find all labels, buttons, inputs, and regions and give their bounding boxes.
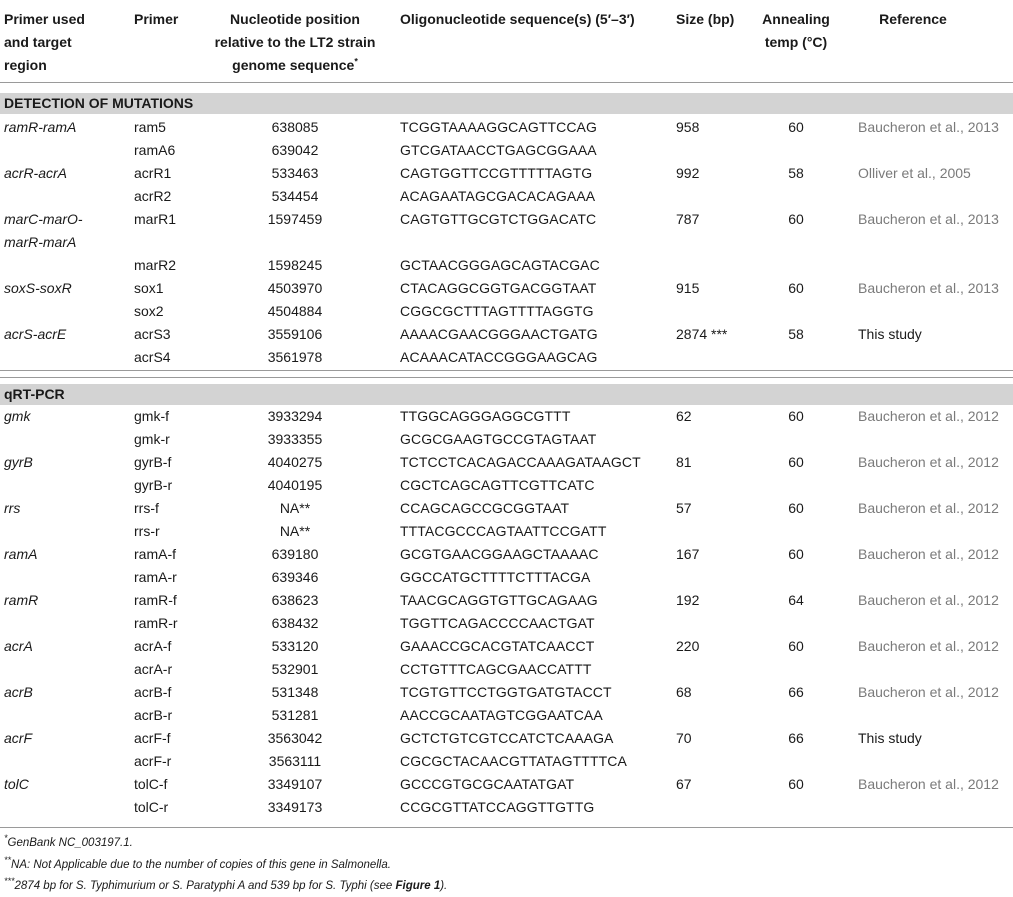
header-annealing-line1: Annealing [762, 11, 830, 27]
cell-seq: GCTCTGTCGTCCATCTCAAAGA [400, 730, 614, 746]
cell-size: 2874 *** [676, 326, 728, 342]
cell-pos: 639346 [271, 569, 319, 585]
cell-primer: ramR-r [134, 615, 178, 631]
cell-ref: Baucheron et al., 2012 [858, 500, 999, 516]
cell-temp: 60 [788, 638, 804, 654]
cell-seq: TTTACGCCCAGTAATTCCGATT [400, 523, 607, 539]
cell-seq: CGCTCAGCAGTTCGTTCATC [400, 477, 595, 493]
cell-size: 192 [676, 592, 700, 608]
footnote-3-mark: *** [4, 876, 15, 887]
cell-primer: acrS4 [134, 349, 171, 365]
cell-pos: 4040195 [267, 477, 323, 493]
cell-seq: TAACGCAGGTGTTGCAGAAG [400, 592, 598, 608]
cell-primer: ramA-r [134, 569, 177, 585]
cell-size: 62 [676, 408, 692, 424]
header-primer-target-line1: Primer used [4, 11, 85, 27]
header-primer-target-line3: region [4, 57, 47, 73]
footnote-3 [4, 878, 447, 894]
table-row [0, 162, 1013, 185]
table-bottom-rule [0, 827, 1013, 828]
section-band-mutations: DETECTION OF MUTATIONS [0, 93, 1013, 114]
header-primer-target-line2: and target [4, 34, 72, 50]
cell-seq: CGCGCTACAACGTTATAGTTTTCA [400, 753, 627, 769]
cell-size: 70 [676, 730, 692, 746]
cell-seq: CCAGCAGCCGCGGTAAT [400, 500, 570, 516]
cell-primer: acrB-f [134, 684, 172, 700]
cell-primer: acrS3 [134, 326, 171, 342]
cell-target: rrs [4, 500, 21, 516]
cell-primer: gyrB-r [134, 477, 173, 493]
table-row [0, 635, 1013, 658]
cell-target: gmk [4, 408, 31, 424]
cell-pos: 1598245 [267, 257, 323, 273]
cell-target: acrF [4, 730, 32, 746]
cell-pos: 4040275 [267, 454, 323, 470]
cell-ref: This study [858, 730, 922, 746]
table-row [0, 773, 1013, 796]
table-row [0, 520, 1013, 543]
cell-pos: 531348 [271, 684, 319, 700]
cell-seq: GGCCATGCTTTTCTTTACGA [400, 569, 591, 585]
cell-pos: 639042 [271, 142, 319, 158]
cell-temp: 60 [788, 408, 804, 424]
cell-size: 915 [676, 280, 700, 296]
cell-primer: ramR-f [134, 592, 177, 608]
cell-ref: Baucheron et al., 2012 [858, 454, 999, 470]
cell-pos: 638432 [271, 615, 319, 631]
cell-seq: ACAGAATAGCGACACAGAAA [400, 188, 596, 204]
section-rule-2 [0, 377, 1013, 378]
table-row [0, 727, 1013, 750]
cell-primer: ramA6 [134, 142, 176, 158]
footnote-2-mark: ** [4, 855, 12, 866]
cell-target: tolC [4, 776, 29, 792]
cell-ref: This study [858, 326, 922, 342]
cell-target: marR-marA [4, 234, 77, 250]
header-annealing [758, 8, 834, 54]
cell-size: 81 [676, 454, 692, 470]
cell-temp: 60 [788, 546, 804, 562]
table-row [0, 185, 1013, 208]
table-row [0, 254, 1013, 277]
table-row [0, 796, 1013, 819]
cell-temp: 66 [788, 730, 804, 746]
cell-ref: Olliver et al., 2005 [858, 165, 971, 181]
cell-size: 958 [676, 119, 700, 135]
cell-target: gyrB [4, 454, 33, 470]
cell-target: ramR [4, 592, 39, 608]
table-row [0, 231, 1013, 254]
cell-primer: rrs-f [134, 500, 159, 516]
section-rule-1 [0, 370, 1013, 371]
cell-seq: CTACAGGCGGTGACGGTAAT [400, 280, 597, 296]
table-row [0, 497, 1013, 520]
table-row [0, 612, 1013, 635]
cell-ref: Baucheron et al., 2012 [858, 776, 999, 792]
cell-pos: NA** [279, 500, 311, 516]
cell-ref: Baucheron et al., 2013 [858, 119, 999, 135]
cell-seq: TTGGCAGGGAGGCGTTT [400, 408, 571, 424]
cell-temp: 60 [788, 280, 804, 296]
cell-target: marC-marO- [4, 211, 83, 227]
cell-pos: 639180 [271, 546, 319, 562]
cell-primer: acrR1 [134, 165, 172, 181]
cell-size: 992 [676, 165, 700, 181]
table-row [0, 474, 1013, 497]
cell-pos: 1597459 [267, 211, 323, 227]
cell-ref: Baucheron et al., 2012 [858, 592, 999, 608]
cell-size: 220 [676, 638, 700, 654]
header-primer-target [4, 8, 85, 77]
cell-primer: sox2 [134, 303, 164, 319]
cell-pos: 533120 [271, 638, 319, 654]
cell-pos: 638085 [271, 119, 319, 135]
cell-seq: AACCGCAATAGTCGGAATCAA [400, 707, 603, 723]
table-row [0, 139, 1013, 162]
cell-seq: CCGCGTTATCCAGGTTGTTG [400, 799, 595, 815]
cell-temp: 60 [788, 776, 804, 792]
cell-primer: acrA-f [134, 638, 172, 654]
header-reference: Reference [879, 11, 947, 27]
cell-seq: AAAACGAACGGGAACTGATG [400, 326, 598, 342]
cell-target: acrB [4, 684, 33, 700]
header-position [210, 8, 380, 77]
cell-seq: GAAACCGCACGTATCAACCT [400, 638, 595, 654]
cell-primer: acrB-r [134, 707, 173, 723]
cell-seq: TGGTTCAGACCCCAACTGAT [400, 615, 595, 631]
header-primer: Primer [134, 11, 179, 27]
table-row [0, 116, 1013, 139]
cell-target: soxS-soxR [4, 280, 72, 296]
table-row [0, 346, 1013, 369]
cell-size: 68 [676, 684, 692, 700]
cell-pos: 4503970 [267, 280, 323, 296]
cell-pos: 532901 [271, 661, 319, 677]
cell-temp: 60 [788, 454, 804, 470]
cell-seq: GCGTGAACGGAAGCTAAAAC [400, 546, 599, 562]
cell-primer: marR2 [134, 257, 177, 273]
table-row [0, 451, 1013, 474]
cell-seq: GCGCGAAGTGCCGTAGTAAT [400, 431, 597, 447]
cell-seq: CCTGTTTCAGCGAACCATTT [400, 661, 592, 677]
cell-ref: Baucheron et al., 2013 [858, 280, 999, 296]
table-row [0, 428, 1013, 451]
footnote-3-figure-ref: Figure 1 [395, 880, 441, 892]
cell-ref: Baucheron et al., 2012 [858, 638, 999, 654]
cell-seq: TCGTGTTCCTGGTGATGTACCT [400, 684, 612, 700]
cell-pos: 534454 [271, 188, 319, 204]
cell-target: ramR-ramA [4, 119, 77, 135]
cell-pos: 533463 [271, 165, 319, 181]
cell-ref: Baucheron et al., 2012 [858, 684, 999, 700]
cell-primer: ramA-f [134, 546, 176, 562]
cell-temp: 66 [788, 684, 804, 700]
cell-seq: CAGTGGTTCCGTTTTTAGTG [400, 165, 593, 181]
cell-ref: Baucheron et al., 2012 [858, 546, 999, 562]
cell-pos: 3933294 [267, 408, 323, 424]
header-position-line2: relative to the LT2 strain [214, 34, 376, 50]
header-position-footnote-mark: * [354, 56, 358, 67]
cell-seq: GTCGATAACCTGAGCGGAAA [400, 142, 597, 158]
table-row [0, 405, 1013, 428]
cell-ref: Baucheron et al., 2013 [858, 211, 999, 227]
cell-ref: Baucheron et al., 2012 [858, 408, 999, 424]
cell-size: 57 [676, 500, 692, 516]
cell-seq: CGGCGCTTTAGTTTTAGGTG [400, 303, 594, 319]
footnote-2-text: NA: Not Applicable due to the number of copies of this gene in Salmonella. [11, 859, 391, 871]
table-row [0, 658, 1013, 681]
table-row [0, 277, 1013, 300]
cell-temp: 64 [788, 592, 804, 608]
footnote-3-text-b: ). [440, 880, 448, 892]
cell-temp: 58 [788, 165, 804, 181]
cell-seq: GCTAACGGGAGCAGTACGAC [400, 257, 600, 273]
cell-seq: GCCCGTGCGCAATATGAT [400, 776, 575, 792]
cell-primer: tolC-r [134, 799, 169, 815]
header-position-line1: Nucleotide position [230, 11, 360, 27]
header-position-line3-text: genome sequence [232, 57, 355, 73]
cell-pos: 3561978 [267, 349, 323, 365]
cell-primer: gyrB-f [134, 454, 172, 470]
cell-seq: TCTCCTCACAGACCAAAGATAAGCT [400, 454, 641, 470]
cell-pos: 3349107 [267, 776, 323, 792]
footnote-2 [4, 857, 391, 873]
cell-target: ramA [4, 546, 38, 562]
cell-seq: CAGTGTTGCGTCTGGACATC [400, 211, 597, 227]
cell-pos: 3563111 [268, 753, 322, 769]
cell-primer: acrF-r [134, 753, 172, 769]
footnote-1-text: GenBank NC_003197.1. [7, 837, 133, 849]
header-sequence: Oligonucleotide sequence(s) (5′–3′) [400, 11, 635, 27]
footnote-1 [4, 835, 133, 851]
footnote-1-mark: * [4, 833, 8, 844]
table-row [0, 543, 1013, 566]
cell-seq: ACAAACATACCGGGAAGCAG [400, 349, 598, 365]
cell-temp: 58 [788, 326, 804, 342]
header-position-line3 [210, 54, 380, 77]
cell-primer: rrs-r [134, 523, 160, 539]
cell-target: acrS-acrE [4, 326, 67, 342]
cell-pos: 531281 [271, 707, 319, 723]
cell-pos: NA** [279, 523, 311, 539]
table-row [0, 589, 1013, 612]
table-row [0, 208, 1013, 231]
cell-pos: 638623 [271, 592, 319, 608]
cell-primer: acrA-r [134, 661, 173, 677]
cell-size: 787 [676, 211, 700, 227]
cell-target: acrA [4, 638, 33, 654]
cell-primer: acrF-f [134, 730, 171, 746]
cell-temp: 60 [788, 119, 804, 135]
header-rule [0, 82, 1013, 83]
table-row [0, 566, 1013, 589]
cell-temp: 60 [788, 211, 804, 227]
cell-primer: marR1 [134, 211, 177, 227]
cell-primer: sox1 [134, 280, 164, 296]
table-row [0, 704, 1013, 727]
table-row [0, 750, 1013, 773]
cell-pos: 3563042 [267, 730, 323, 746]
cell-primer: tolC-f [134, 776, 168, 792]
cell-primer: ram5 [134, 119, 166, 135]
cell-primer: acrR2 [134, 188, 172, 204]
cell-seq: TCGGTAAAAGGCAGTTCCAG [400, 119, 597, 135]
cell-pos: 3349173 [267, 799, 323, 815]
cell-size: 67 [676, 776, 692, 792]
table-row [0, 323, 1013, 346]
header-size: Size (bp) [676, 11, 735, 27]
table-row [0, 681, 1013, 704]
cell-size: 167 [676, 546, 700, 562]
cell-pos: 3559106 [267, 326, 323, 342]
header-annealing-line2: temp (°C) [764, 34, 828, 50]
cell-target: acrR-acrA [4, 165, 68, 181]
cell-primer: gmk-f [134, 408, 169, 424]
section-band-qrtpcr: qRT-PCR [0, 384, 1013, 405]
footnote-3-text-a: 2874 bp for S. Typhimurium or S. Paratyphi A and 539 bp for S. Typhi (see [14, 880, 396, 892]
cell-temp: 60 [788, 500, 804, 516]
cell-primer: gmk-r [134, 431, 170, 447]
cell-pos: 4504884 [267, 303, 323, 319]
table-row [0, 300, 1013, 323]
cell-pos: 3933355 [267, 431, 323, 447]
